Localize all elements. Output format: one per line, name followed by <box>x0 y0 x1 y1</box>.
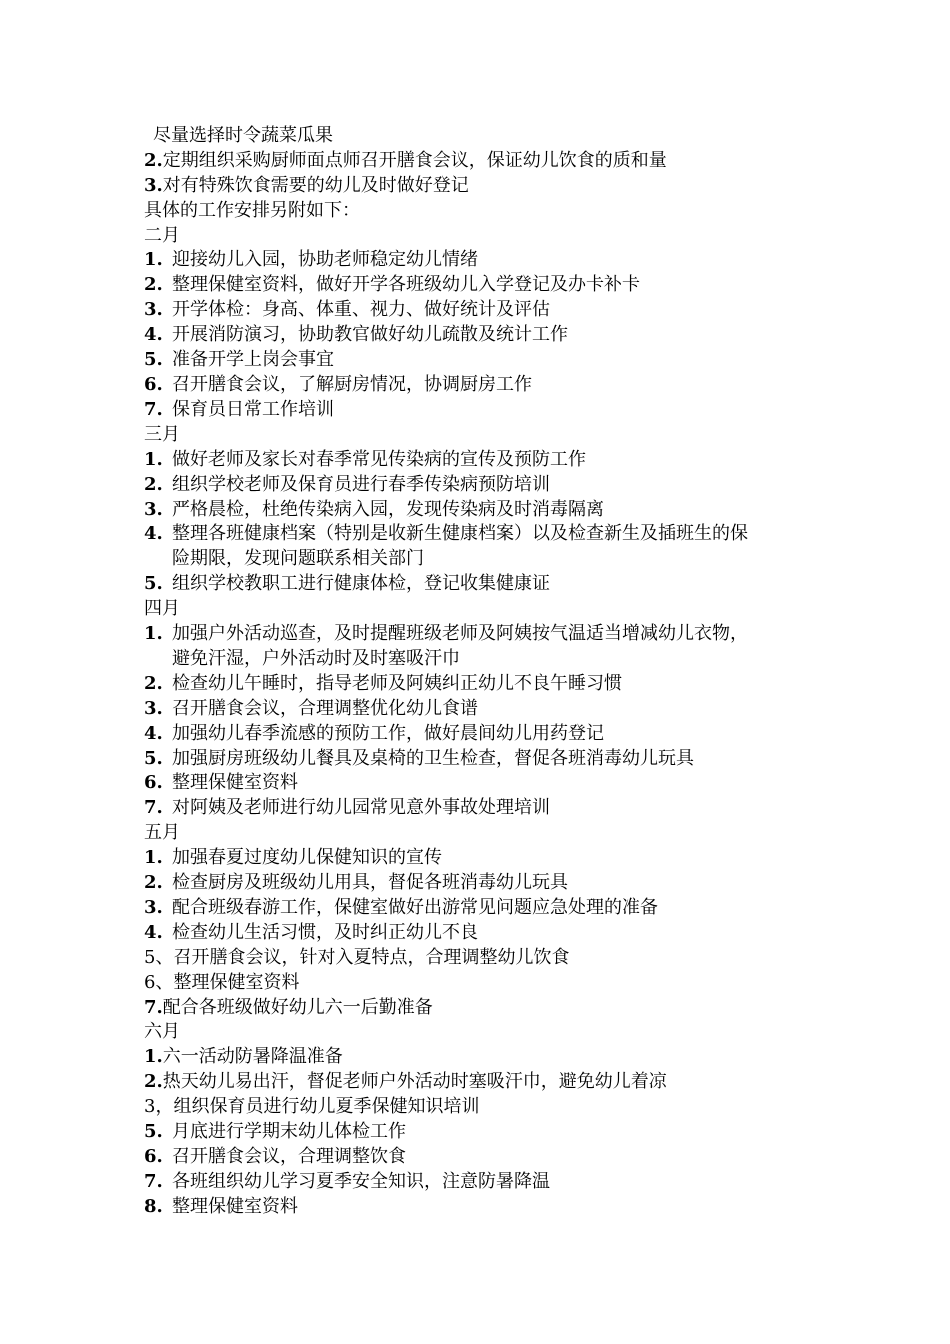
list-item <box>144 697 824 722</box>
may-line-7-number: 7. <box>144 996 163 1018</box>
list-item <box>144 522 824 572</box>
item-text: 组织学校教职工进行健康体检，登记收集健康证 <box>172 573 550 595</box>
item-number: 3. <box>144 896 163 918</box>
item-number: 5. <box>144 349 163 371</box>
list-item <box>144 622 824 672</box>
item-number: 6. <box>144 772 163 794</box>
item-number: 4. <box>144 921 163 943</box>
list-item <box>144 348 824 373</box>
item-text: 检查幼儿午睡时，指导老师及阿姨纠正幼儿不良午睡习惯 <box>172 672 622 694</box>
list-item <box>144 1145 824 1170</box>
list-item <box>144 896 824 921</box>
item-number: 1. <box>144 448 163 470</box>
may-line-6: 6、整理保健室资料 <box>144 971 300 993</box>
item-number: 2. <box>144 473 163 495</box>
list-item <box>144 1120 824 1145</box>
item-text: 整理保健室资料 <box>172 1195 298 1217</box>
item-text: 加强春夏过度幼儿保健知识的宣传 <box>172 847 442 869</box>
list-item <box>144 448 824 473</box>
jun-line-3: 3，组织保育员进行幼儿夏季保健知识培训 <box>144 1096 480 1118</box>
list-item <box>144 871 824 896</box>
item-number: 1. <box>144 847 163 869</box>
item-text: 配合班级春游工作，保健室做好出游常见问题应急处理的准备 <box>172 896 658 918</box>
item-text: 准备开学上岗会事宜 <box>172 349 334 371</box>
item-text: 检查厨房及班级幼儿用具，督促各班消毒幼儿玩具 <box>172 872 568 894</box>
jun-line-2 <box>144 1070 824 1095</box>
month-heading-mar: 三月 <box>144 423 180 445</box>
item-text-line-1: 加强户外活动巡查，及时提醒班级老师及阿姨按气温适当增减幼儿衣物， <box>172 623 748 645</box>
jun-line-2-text: 热天幼儿易出汗，督促老师户外活动时塞吸汗巾，避免幼儿着凉 <box>162 1071 667 1093</box>
item-text-line-2: 避免汗湿，户外活动时及时塞吸汗巾 <box>172 647 460 669</box>
item-text: 对阿姨及老师进行幼儿园常见意外事故处理培训 <box>172 797 550 819</box>
intro-line-3: 具体的工作安排另附如下： <box>144 199 360 221</box>
item-text: 严格晨检，杜绝传染病入园，发现传染病及时消毒隔离 <box>172 498 604 520</box>
list-item <box>144 398 824 423</box>
item-text-line-2: 险期限，发现问题联系相关部门 <box>172 548 424 570</box>
list-item <box>144 796 824 821</box>
month-heading-apr: 四月 <box>144 598 180 620</box>
item-text: 检查幼儿生活习惯，及时纠正幼儿不良 <box>172 921 478 943</box>
item-number: 7. <box>144 1170 163 1192</box>
item-text-line-1: 整理各班健康档案（特别是收新生健康档案）以及检查新生及插班生的保 <box>172 523 748 545</box>
item-number: 3. <box>144 697 163 719</box>
intro-line-1 <box>144 149 824 174</box>
intro-line-0: 尽量选择时令蔬菜瓜果 <box>153 125 333 146</box>
month-heading-jun: 六月 <box>144 1021 180 1043</box>
item-number: 5. <box>144 1121 163 1143</box>
item-text: 召开膳食会议，合理调整饮食 <box>172 1145 406 1167</box>
list-item <box>144 771 824 796</box>
intro-line-1-text: 定期组织采购厨师面点师召开膳食会议，保证幼儿饮食的质和量 <box>162 149 667 171</box>
item-text: 召开膳食会议，合理调整优化幼儿食谱 <box>172 697 478 719</box>
intro-line-2 <box>144 174 824 199</box>
jun-line-2-number: 2. <box>144 1071 163 1093</box>
list-item <box>144 1170 824 1195</box>
item-number: 5. <box>144 573 163 595</box>
item-number: 2. <box>144 274 163 296</box>
list-item <box>144 747 824 772</box>
item-number: 8. <box>144 1195 163 1217</box>
item-number: 6. <box>144 1145 163 1167</box>
list-item <box>144 323 824 348</box>
item-number: 1. <box>144 249 163 271</box>
item-text: 加强厨房班级幼儿餐具及桌椅的卫生检查，督促各班消毒幼儿玩具 <box>172 747 694 769</box>
month-heading-feb: 二月 <box>144 224 180 246</box>
intro-line-2-text: 对有特殊饮食需要的幼儿及时做好登记 <box>162 174 469 196</box>
document-page <box>144 124 824 1220</box>
item-text: 各班组织幼儿学习夏季安全知识，注意防暑降温 <box>172 1170 550 1192</box>
item-number: 4. <box>144 523 163 545</box>
jun-line-1 <box>144 1045 824 1070</box>
month-heading-may: 五月 <box>144 822 180 844</box>
list-item <box>144 248 824 273</box>
item-number: 7. <box>144 797 163 819</box>
item-text: 加强幼儿春季流感的预防工作，做好晨间幼儿用药登记 <box>172 722 604 744</box>
list-item <box>144 298 824 323</box>
intro-line-2-number: 3. <box>144 174 163 196</box>
item-text <box>172 622 824 672</box>
item-text: 开学体检：身高、体重、视力、做好统计及评估 <box>172 299 550 321</box>
list-item <box>144 921 824 946</box>
list-item <box>144 846 824 871</box>
item-text <box>172 522 824 572</box>
item-number: 7. <box>144 398 163 420</box>
list-item <box>144 498 824 523</box>
list-item <box>144 1195 824 1220</box>
item-text: 迎接幼儿入园，协助老师稳定幼儿情绪 <box>172 249 478 271</box>
intro-line-1-number: 2. <box>144 149 163 171</box>
item-text: 召开膳食会议，了解厨房情况，协调厨房工作 <box>172 373 532 395</box>
list-item <box>144 722 824 747</box>
item-number: 4. <box>144 324 163 346</box>
list-item <box>144 473 824 498</box>
may-line-5: 5、召开膳食会议，针对入夏特点，合理调整幼儿饮食 <box>144 946 570 968</box>
item-text: 组织学校老师及保育员进行春季传染病预防培训 <box>172 473 550 495</box>
item-number: 6. <box>144 373 163 395</box>
item-number: 3. <box>144 498 163 520</box>
item-text: 做好老师及家长对春季常见传染病的宣传及预防工作 <box>172 448 586 470</box>
list-item <box>144 373 824 398</box>
may-line-7 <box>144 996 824 1021</box>
item-number: 5. <box>144 747 163 769</box>
list-item <box>144 273 824 298</box>
item-number: 2. <box>144 672 163 694</box>
item-text: 保育员日常工作培训 <box>172 398 334 420</box>
item-text: 月底进行学期末幼儿体检工作 <box>172 1121 406 1143</box>
item-text: 整理保健室资料，做好开学各班级幼儿入学登记及办卡补卡 <box>172 274 640 296</box>
item-number: 3. <box>144 299 163 321</box>
list-item <box>144 672 824 697</box>
item-number: 1. <box>144 623 163 645</box>
item-number: 2. <box>144 872 163 894</box>
item-number: 4. <box>144 722 163 744</box>
jun-line-1-text: 六一活动防暑降温准备 <box>162 1046 343 1068</box>
list-item <box>144 572 824 597</box>
jun-line-1-number: 1. <box>144 1046 163 1068</box>
item-text: 整理保健室资料 <box>172 772 298 794</box>
item-text: 开展消防演习，协助教官做好幼儿疏散及统计工作 <box>172 324 568 346</box>
may-line-7-text: 配合各班级做好幼儿六一后勤准备 <box>162 996 433 1018</box>
